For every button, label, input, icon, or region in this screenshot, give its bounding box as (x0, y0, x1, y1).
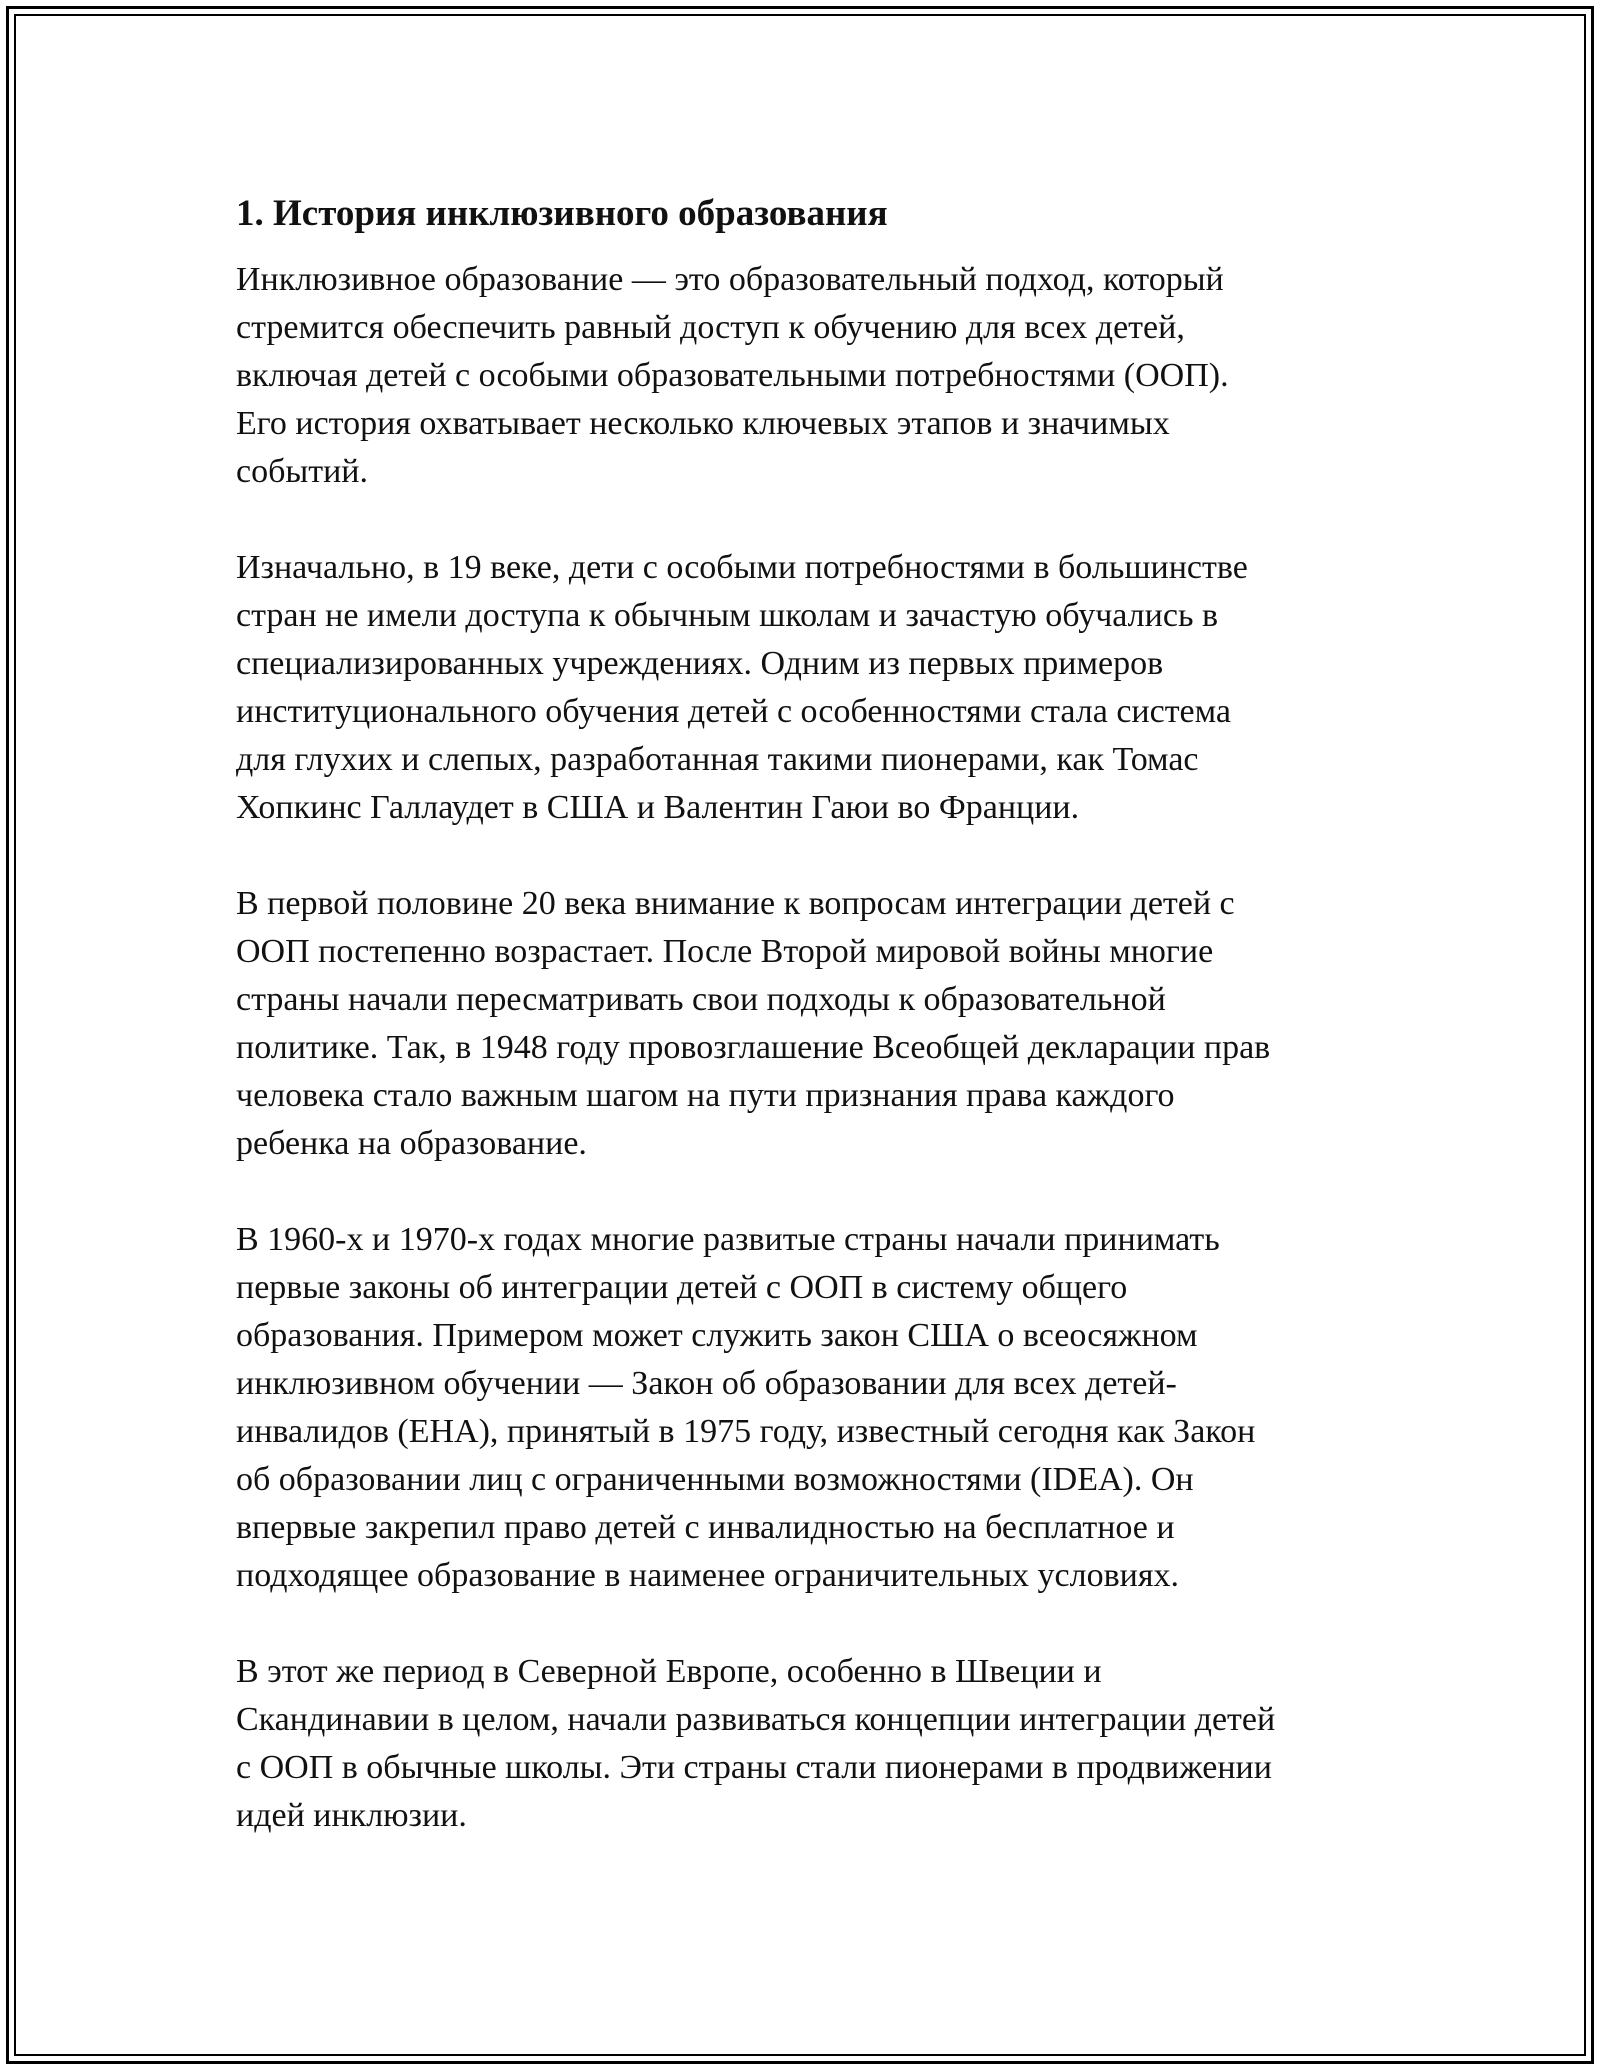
paragraph-list (236, 256, 1376, 1840)
document-body (236, 190, 1376, 1888)
paragraph-line: Изначально, в 19 веке, дети с особыми потребностями в большинстве (236, 549, 1248, 586)
paragraph-line: В этот же период в Северной Европе, особенно в Швеции и (236, 1653, 1102, 1690)
paragraph-line: впервые закрепил право детей с инвалидностью на бесплатное и (236, 1509, 1175, 1546)
paragraph-line: подходящее образование в наименее ограничительных условиях. (236, 1557, 1179, 1594)
paragraph-line: событий. (236, 453, 368, 490)
body-paragraph (236, 256, 1376, 496)
body-paragraph (236, 1216, 1376, 1600)
paragraph-line: В первой половине 20 века внимание к вопросам интеграции детей с (236, 885, 1235, 922)
paragraph-line: политике. Так, в 1948 году провозглашение Всеобщей декларации прав (236, 1029, 1271, 1066)
paragraph-line: включая детей с особыми образовательными потребностями (ООП). (236, 357, 1229, 394)
paragraph-line: идей инклюзии. (236, 1797, 467, 1834)
paragraph-line: институционального обучения детей с особенностями стала система (236, 693, 1232, 730)
paragraph-line: Хопкинс Галлаудет в США и Валентин Гаюи во Франции. (236, 789, 1080, 826)
body-paragraph (236, 544, 1376, 832)
paragraph-line: страны начали пересматривать свои подходы к образовательной (236, 981, 1166, 1018)
paragraph-line: специализированных учреждениях. Одним из первых примеров (236, 645, 1164, 682)
paragraph-line: с ООП в обычные школы. Эти страны стали пионерами в продвижении (236, 1749, 1272, 1786)
paragraph-line: первые законы об интеграции детей с ООП в систему общего (236, 1269, 1128, 1306)
paragraph-line: инклюзивном обучении — Закон об образовании для всех детей- (236, 1365, 1177, 1402)
paragraph-line: ООП постепенно возрастает. После Второй мировой войны многие (236, 933, 1214, 970)
paragraph-line: образования. Примером может служить закон США о всеосяжном (236, 1317, 1198, 1354)
body-paragraph (236, 1648, 1376, 1840)
paragraph-line: Скандинавии в целом, начали развиваться концепции интеграции детей (236, 1701, 1276, 1738)
body-paragraph (236, 880, 1376, 1168)
paragraph-line: об образовании лиц с ограниченными возможностями (IDEA). Он (236, 1461, 1194, 1498)
paragraph-line: человека стало важным шагом на пути признания права каждого (236, 1077, 1175, 1114)
paragraph-line: стремится обеспечить равный доступ к обучению для всех детей, (236, 309, 1185, 346)
paragraph-line: для глухих и слепых, разработанная такими пионерами, как Томас (236, 741, 1199, 778)
paragraph-line: Инклюзивное образование — это образовательный подход, который (236, 261, 1224, 298)
paragraph-line: Его история охватывает несколько ключевых этапов и значимых (236, 405, 1170, 442)
section-heading: 1. История инклюзивного образования (236, 193, 888, 234)
paragraph-line: инвалидов (EHA), принятый в 1975 году, известный сегодня как Закон (236, 1413, 1256, 1450)
paragraph-line: В 1960-х и 1970-х годах многие развитые страны начали принимать (236, 1221, 1220, 1258)
paragraph-line: ребенка на образование. (236, 1125, 587, 1162)
paragraph-line: стран не имели доступа к обычным школам и зачастую обучались в (236, 597, 1218, 634)
